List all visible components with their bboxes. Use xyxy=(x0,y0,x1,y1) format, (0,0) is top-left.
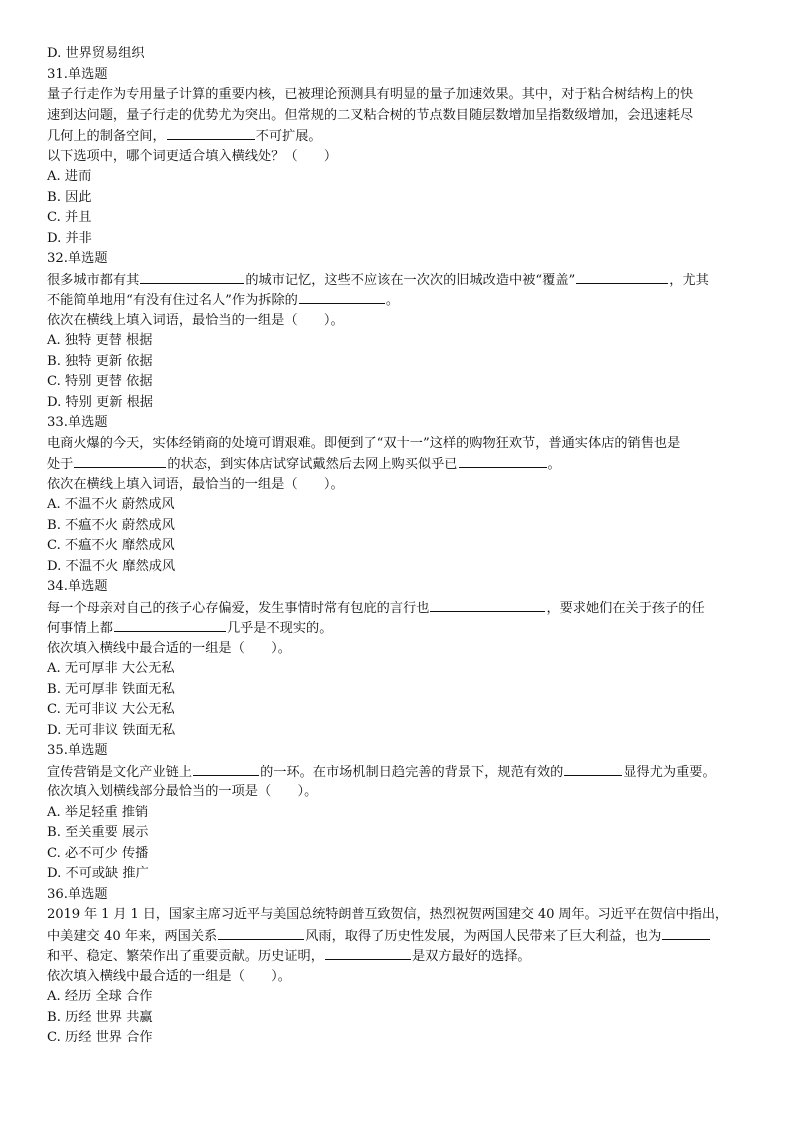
option-c: C. 无可非议 大公无私 xyxy=(47,702,175,717)
question-prompt: 依次在横线上填入词语，最恰当的一组是（ ）。 xyxy=(47,476,344,492)
option-b: B. 因此 xyxy=(47,189,92,205)
question-stem-line xyxy=(47,454,757,475)
question-stem-line xyxy=(47,762,757,783)
stem-text: 的状态，到实体店试穿试戴然后去网上购买似乎已 xyxy=(167,457,458,472)
fill-blank xyxy=(325,946,411,960)
stem-text: 每一个母亲对自己的孩子心存偏爱，发生事情时常有包庇的言行也 xyxy=(47,600,430,616)
fill-blank xyxy=(74,454,166,468)
question-33 xyxy=(47,413,757,577)
option-d: D. 特别 更新 根据 xyxy=(47,394,153,410)
exam-page xyxy=(47,44,757,1049)
fill-blank xyxy=(299,290,385,304)
question-stem-line xyxy=(47,926,757,947)
fill-blank xyxy=(167,126,255,140)
question-prompt: 以下选项中，哪个词更适合填入横线处？（ ） xyxy=(47,148,338,164)
option-b: B. 无可厚非 铁面无私 xyxy=(47,681,175,697)
question-stem-line xyxy=(47,126,757,147)
stem-text: 中美建交 40 年来，两国关系 xyxy=(47,928,218,944)
option-b: B. 至关重要 展示 xyxy=(47,825,149,840)
fill-blank xyxy=(576,270,668,284)
question-35 xyxy=(47,741,757,885)
fill-blank xyxy=(140,270,244,284)
stem-text: 宣传营销是文化产业链上 xyxy=(47,764,193,780)
question-stem-line: 2019 年 1 月 1 日，国家主席习近平与美国总统特朗普互致贺信，热烈祝贺两国建交 40 周年。习近平在贺信中指出， xyxy=(47,907,728,922)
stem-text: 的城市记忆，这些不应该在一次次的旧城改造中被“覆盖” xyxy=(245,272,576,288)
option-a: A. 进而 xyxy=(47,169,92,184)
stem-text: 风雨，取得了历史性发展，为两国人民带来了巨大利益，也为 xyxy=(305,928,662,944)
question-title: 35.单选题 xyxy=(47,743,108,758)
fill-blank xyxy=(218,926,304,940)
stem-text: 几乎是不现实的。 xyxy=(226,621,333,636)
question-stem-line xyxy=(47,270,757,291)
option-a: A. 经历 全球 合作 xyxy=(47,989,153,1004)
option-c: C. 特别 更替 依据 xyxy=(47,374,153,389)
question-stem-line xyxy=(47,618,757,639)
question-title: 31.单选题 xyxy=(47,66,108,82)
question-stem-line: 量子行走作为专用量子计算的重要内核，已被理论预测具有明显的量子加速效果。其中，对于粘合树结构上的快 xyxy=(47,87,694,102)
stem-text: 和平、稳定、繁荣作出了重要贡献。历史证明， xyxy=(47,949,324,964)
option-a: A. 不温不火 蔚然成风 xyxy=(47,497,175,512)
question-prompt: 依次在横线上填入词语，最恰当的一组是（ ）。 xyxy=(47,312,344,328)
question-36 xyxy=(47,885,757,1049)
fill-blank xyxy=(662,926,710,940)
question-32 xyxy=(47,249,757,413)
question-title: 33.单选题 xyxy=(47,415,108,430)
stem-text: 。 xyxy=(385,293,400,308)
option-a: A. 举足轻重 推销 xyxy=(47,804,149,820)
stem-text: 处于 xyxy=(47,457,74,472)
option-c: C. 并且 xyxy=(47,210,92,225)
stem-text: 不可扩展。 xyxy=(255,129,322,144)
question-prompt: 依次填入横线中最合适的一组是（ ）。 xyxy=(47,968,291,984)
question-title: 34.单选题 xyxy=(47,579,108,594)
question-stem-line xyxy=(47,290,757,311)
stem-text: 显得尤为重要。 xyxy=(623,764,716,780)
question-stem-line: 速到达问题，量子行走的优势尤为突出。但常规的二叉粘合树的节点数目随层数增加呈指数级增加，会迅速耗尽 xyxy=(47,107,694,123)
fill-blank xyxy=(564,762,622,776)
question-stem-line xyxy=(47,598,757,619)
option-b: B. 历经 世界 共赢 xyxy=(47,1009,153,1025)
question-stem-line xyxy=(47,946,757,967)
option-d: D. 并非 xyxy=(47,230,92,246)
option-a: A. 无可厚非 大公无私 xyxy=(47,661,175,676)
question-34 xyxy=(47,577,757,741)
stem-text: 。 xyxy=(547,457,561,472)
question-prompt: 依次填入划横线部分最恰当的一项是（ ）。 xyxy=(47,784,318,799)
option-a: A. 独特 更替 根据 xyxy=(47,333,153,348)
fill-blank xyxy=(193,762,259,776)
option-c: C. 不瘟不火 靡然成风 xyxy=(47,538,175,553)
option-b: B. 不瘟不火 蔚然成风 xyxy=(47,517,175,533)
prev-option-d: D. 世界贸易组织 xyxy=(47,46,145,61)
question-title: 32.单选题 xyxy=(47,251,108,266)
option-c: C. 历经 世界 合作 xyxy=(47,1030,153,1045)
fill-blank xyxy=(114,618,226,632)
option-d: D. 不温不火 靡然成风 xyxy=(47,558,176,574)
question-31 xyxy=(47,65,757,250)
option-d: D. 不可或缺 推广 xyxy=(47,866,149,881)
stem-text: ，尤其 xyxy=(669,272,709,288)
stem-text: 几何上的制备空间， xyxy=(47,129,166,144)
stem-text: 很多城市都有其 xyxy=(47,272,140,288)
stem-text: ，要求她们在关于孩子的任 xyxy=(546,600,705,616)
question-title: 36.单选题 xyxy=(47,886,108,902)
stem-text: 是双方最好的选择。 xyxy=(411,949,531,964)
option-b: B. 独特 更新 依据 xyxy=(47,353,153,369)
stem-text: 何事情上都 xyxy=(47,621,113,636)
stem-text: 的一环。在市场机制日趋完善的背景下，规范有效的 xyxy=(260,764,564,780)
fill-blank xyxy=(459,454,547,468)
option-c: C. 必不可少 传播 xyxy=(47,845,149,861)
question-prompt: 依次填入横线中最合适的一组是（ ）。 xyxy=(47,640,291,656)
option-d: D. 无可非议 铁面无私 xyxy=(47,722,176,738)
fill-blank xyxy=(430,598,545,612)
question-stem-line: 电商火爆的今天，实体经销商的处境可谓艰难。即便到了“双十一”这样的购物狂欢节，普通实体店的销售也是 xyxy=(47,435,681,451)
stem-text: 不能简单地用“有没有住过名人”作为拆除的 xyxy=(47,293,298,308)
